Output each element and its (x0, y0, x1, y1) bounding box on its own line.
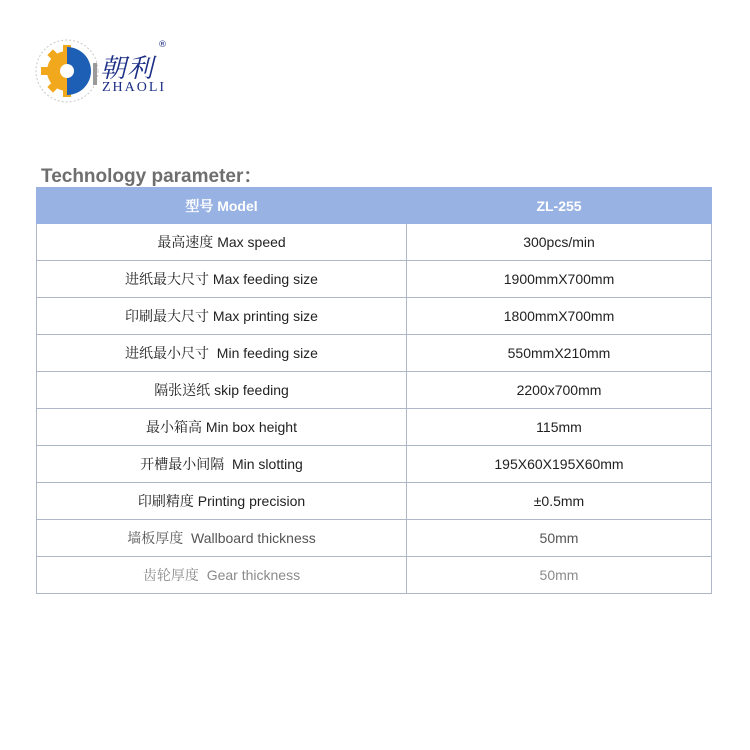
table-row (37, 520, 712, 557)
param-cell (37, 483, 407, 520)
section-title: Technology parameter： (41, 166, 263, 187)
param-cn: 墙板厚度 (127, 531, 184, 547)
table-row (37, 446, 712, 483)
param-cn: 进纸最小尺寸 (125, 346, 210, 362)
value-cell: 550mmX210mm (407, 335, 712, 372)
table-row (37, 409, 712, 446)
header-param-cell (37, 188, 407, 224)
table-row (37, 298, 712, 335)
param-en: Gear thickness (206, 567, 301, 583)
param-en: Min feeding size (216, 345, 318, 361)
param-cn: 开槽最小间隔 (140, 457, 225, 473)
param-en: Max speed (217, 234, 286, 250)
registered-mark: ® (158, 40, 167, 50)
header-value-cell: ZL-255 (407, 188, 712, 224)
table-header-row (37, 188, 712, 224)
value-cell: 300pcs/min (407, 224, 712, 261)
param-cn: 最小箱高 (146, 420, 203, 436)
param-en: skip feeding (214, 382, 289, 398)
param-en: Min box height (205, 419, 297, 435)
param-en: Max printing size (212, 308, 318, 324)
value-cell: 50mm (407, 520, 712, 557)
table-row (37, 335, 712, 372)
value-cell: 2200x700mm (407, 372, 712, 409)
value-cell: 1900mmX700mm (407, 261, 712, 298)
param-en: Printing precision (197, 493, 306, 509)
value-cell: 50mm (407, 557, 712, 594)
param-cell (37, 224, 407, 261)
logo-chinese-text: 朝利 (100, 54, 155, 84)
param-cn: 印刷最大尺寸 (125, 309, 210, 325)
logo-english-text: ZHAOLI (102, 80, 167, 95)
param-cell (37, 520, 407, 557)
param-en: Min slotting (231, 456, 303, 472)
table-row (37, 372, 712, 409)
param-cn: 齿轮厚度 (142, 568, 199, 584)
value-cell: 195X60X195X60mm (407, 446, 712, 483)
param-cell (37, 409, 407, 446)
param-en: Max feeding size (212, 271, 318, 287)
param-cell (37, 335, 407, 372)
param-cn: 印刷精度 (137, 494, 194, 510)
param-cell (37, 446, 407, 483)
header-param-en: Model (217, 197, 258, 214)
param-cell (37, 298, 407, 335)
table-row (37, 483, 712, 520)
table-row (37, 224, 712, 261)
table-row (37, 557, 712, 594)
param-cell (37, 557, 407, 594)
param-en: Wallboard thickness (191, 530, 316, 546)
param-cell (37, 261, 407, 298)
value-cell: 115mm (407, 409, 712, 446)
param-cell (37, 372, 407, 409)
param-cn: 隔张送纸 (154, 383, 211, 399)
param-cn: 进纸最大尺寸 (125, 272, 210, 288)
param-cn: 最高速度 (157, 235, 214, 251)
table-row (37, 261, 712, 298)
header-param-cn: 型号 (185, 198, 214, 215)
value-cell: ±0.5mm (407, 483, 712, 520)
spec-table (36, 187, 712, 594)
value-cell: 1800mmX700mm (407, 298, 712, 335)
